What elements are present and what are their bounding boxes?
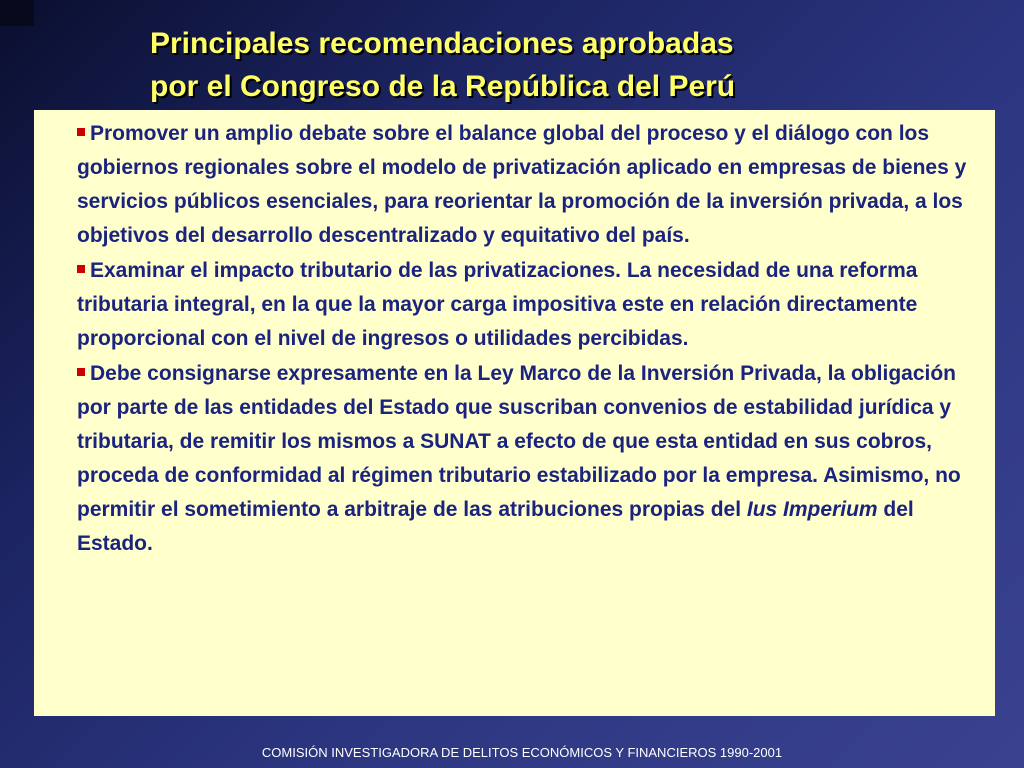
slide-title [150,22,950,108]
content-panel [34,110,995,716]
bullet-item-2 [77,254,985,356]
bullet-text-3: Debe consignarse expresamente en la Ley Marco de la Inversión Privada, la obligación por parte de las entidades del Estado que suscriban convenios de estabilidad jurídica y tributaria, de remitir los mismos a SUNAT a efecto de que esta entidad en sus cobros, proceda de conformidad al régimen tributario estabilizado por la empresa. Asimismo, no permitir el sometimiento a arbitraje de las atribuciones propias del [77,362,961,521]
bullet-item-3 [77,357,985,561]
corner-decoration [0,0,34,26]
red-square-bullet-icon [77,128,85,136]
bullet-text-3-tail: del Estado. [77,498,914,555]
red-square-bullet-icon [77,265,85,273]
slide-title-line-2: por el Congreso de la República del Perú [150,70,736,103]
footer-text: COMISIÓN INVESTIGADORA DE DELITOS ECONÓMICOS Y FINANCIEROS 1990-2001 [261,745,783,760]
bullet-item-1 [77,117,985,253]
bullet-text-2: Examinar el impacto tributario de las privatizaciones. La necesidad de una reforma tributaria integral, en la que la mayor carga impositiva este en relación directamente proporcional con el nivel de ingresos o utilidades percibidas. [77,259,918,350]
red-square-bullet-icon [77,368,85,376]
bullet-text-3-italic: Ius Imperium [746,498,878,521]
slide-title-line-1: Principales recomendaciones aprobadas [150,27,734,60]
bullet-text-1: Promover un amplio debate sobre el balance global del proceso y el diálogo con los gobiernos regionales sobre el modelo de privatización aplicado en empresas de bienes y servicios públicos esenciales, para reorientar la promoción de la inversión privada, a los objetivos del desarrollo descentralizado y equitativo del país. [77,122,967,247]
